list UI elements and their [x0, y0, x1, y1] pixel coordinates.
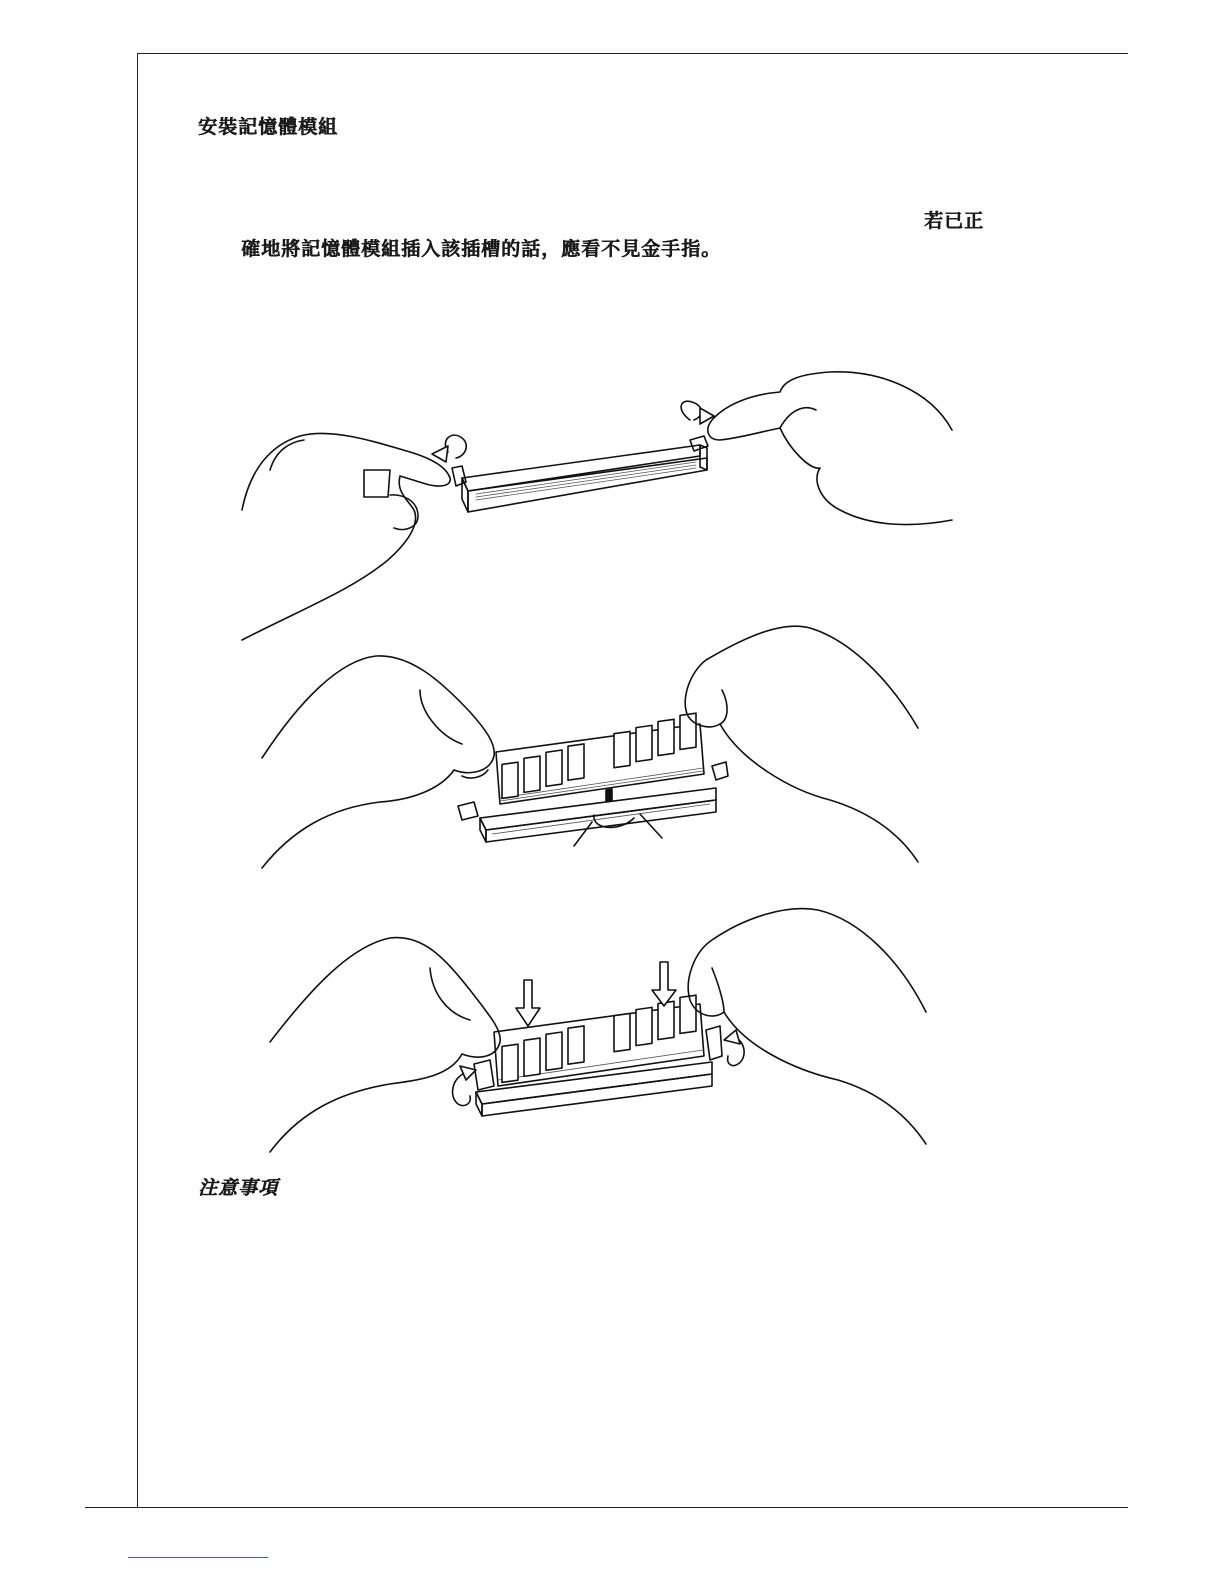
step-2-align-module-figure — [262, 626, 918, 868]
press-down-arrow-right-icon — [652, 962, 676, 1006]
notes-heading: 注意事項 — [198, 1177, 279, 1199]
latch-rotate-arrow-right-icon — [681, 401, 714, 424]
right-hand-outline-3 — [688, 909, 926, 1144]
press-down-arrow-left-icon — [516, 980, 540, 1026]
right-hand-outline — [708, 372, 952, 525]
left-thumb — [364, 470, 390, 497]
dimm-slot-empty — [452, 436, 708, 512]
instruction-text-part-b: 確地將記憶體模組插入該插槽的話，應看不見金手指。 — [241, 238, 722, 260]
right-hand-outline-2 — [685, 626, 918, 862]
left-hand-outline-2 — [262, 656, 494, 868]
step-3-press-module-figure — [270, 909, 926, 1152]
latch-close-arrow-right-icon — [724, 1030, 744, 1066]
left-hand-outline-3 — [270, 938, 500, 1152]
latch-close-arrow-left-icon — [453, 1066, 476, 1106]
instruction-text-part-a: 若已正 — [924, 210, 985, 232]
latch-rotate-arrow-left-icon — [432, 435, 466, 462]
memory-module — [496, 713, 704, 804]
left-hand-outline — [242, 433, 450, 640]
step-1-open-latches-figure — [242, 372, 952, 640]
section-heading: 安裝記憶體模組 — [198, 116, 339, 138]
notch-key-callout — [574, 814, 662, 846]
